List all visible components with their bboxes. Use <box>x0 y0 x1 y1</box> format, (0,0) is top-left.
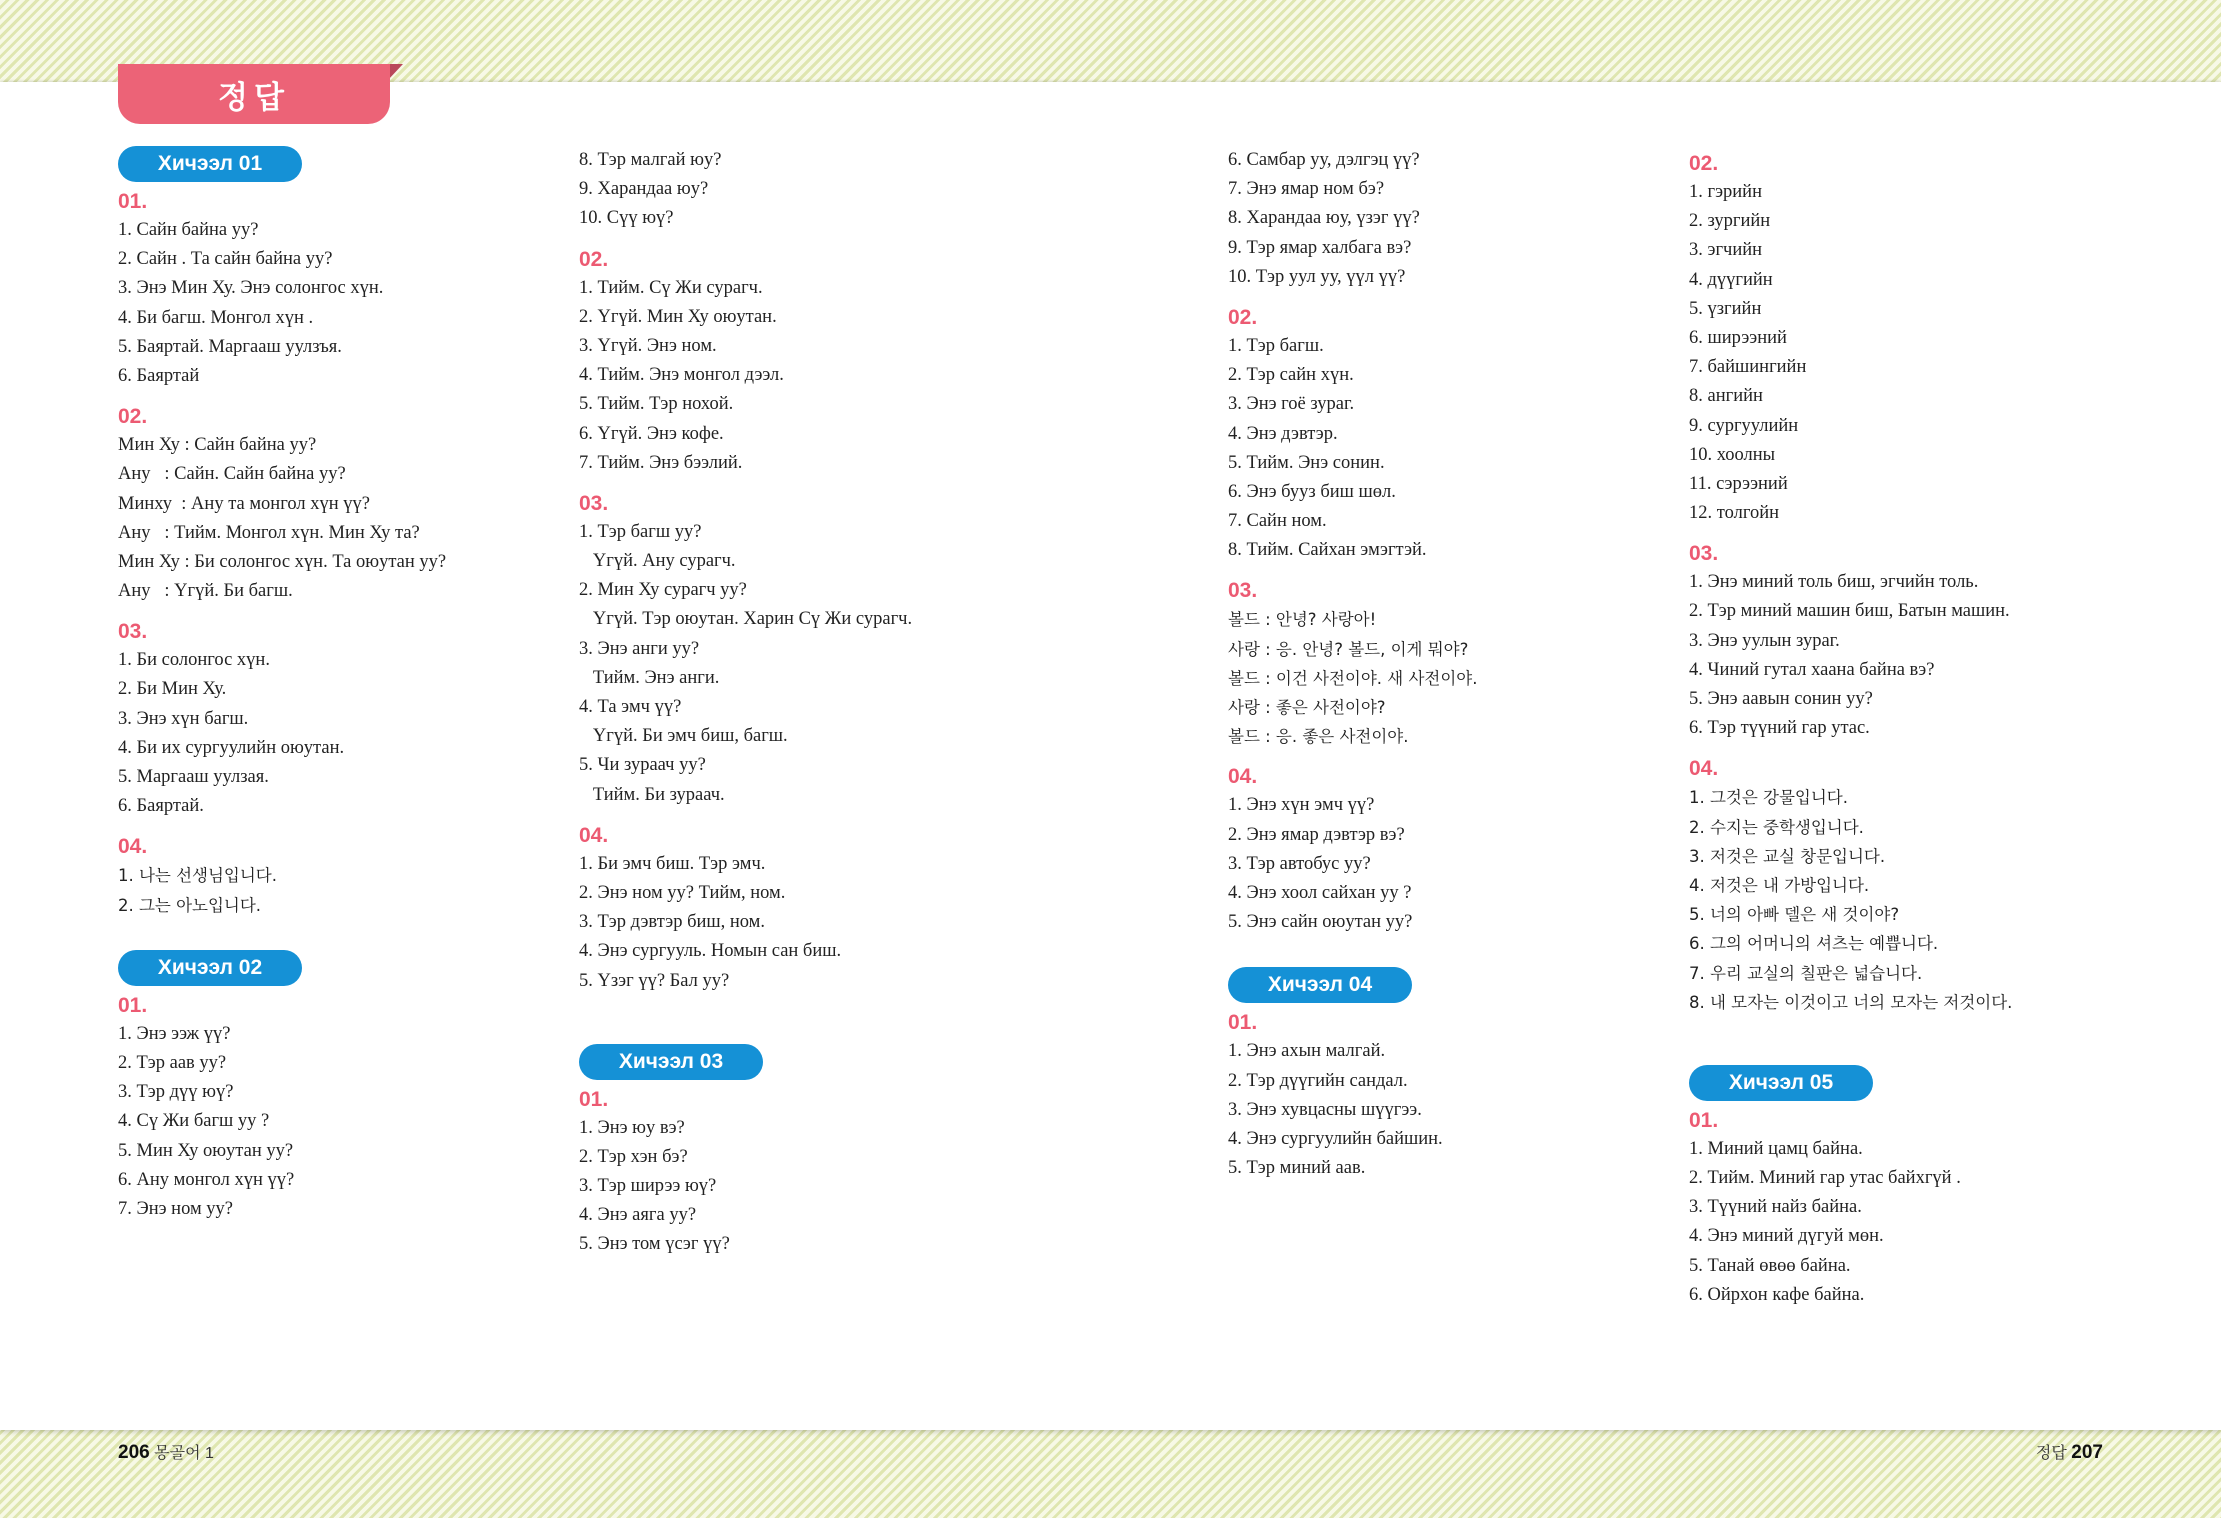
answer-line: Үгүй. Ану сурагч. <box>579 551 736 572</box>
answer-line: 3. Энэ хүн багш. <box>118 708 249 729</box>
answer-line: 3. Энэ уулын зураг. <box>1689 630 1840 651</box>
answer-line: 4. Сү Жи багш уу ? <box>118 1111 270 1132</box>
answer-line: 1. 그것은 강물입니다. <box>1689 788 1848 808</box>
answer-line: 7. байшингийн <box>1689 357 1807 378</box>
answer-line: 5. Чи зураач уу? <box>579 755 706 776</box>
answer-line: Мин Ху : Сайн байна уу? <box>118 435 317 456</box>
answer-line: 3. Тэр дүү юү? <box>118 1082 234 1103</box>
answer-line: Минху : Ану та монгол хүн үү? <box>118 493 370 514</box>
lesson-badge: Хичээл 01 <box>118 146 302 182</box>
lesson-badge: Хичээл 03 <box>579 1044 763 1080</box>
answer-line: 8. Харандаа юу, үзэг үү? <box>1228 208 1420 229</box>
answer-line: Мин Ху : Би солонгос хүн. Та оюутан уу? <box>118 551 447 572</box>
answer-column-3 <box>1228 146 1658 1183</box>
answer-line: 1. 나는 선생님입니다. <box>118 866 277 886</box>
exercise-number: 02. <box>1228 305 1258 329</box>
exercise-number: 04. <box>1689 757 1719 781</box>
answer-line: 2. Энэ ямар дэвтэр вэ? <box>1228 824 1405 845</box>
answer-line: 6. Самбар уу, дэлгэц үү? <box>1228 150 1420 170</box>
answer-line: 1. гэрийн <box>1689 182 1762 202</box>
exercise-number: 03. <box>118 620 148 644</box>
answer-line: 볼드 : 응. 좋은 사전이야. <box>1228 727 1409 747</box>
exercise-number: 01. <box>118 190 148 213</box>
answer-line: 6. Үгүй. Энэ кофе. <box>579 423 724 444</box>
section-title: 정답 <box>2035 1445 2067 1462</box>
answer-line: 4. Энэ хоол сайхан уу ? <box>1228 882 1412 903</box>
answer-line: 2. Тэр миний машин биш, Батын машин. <box>1689 601 2010 622</box>
answer-line: 2. 그는 아노입니다. <box>118 895 262 915</box>
answer-line: 5. Танай өвөө байна. <box>1689 1255 1851 1276</box>
answer-line: 1. Тэр багш уу? <box>579 521 702 542</box>
answer-line: 3. Тэр автобус уу? <box>1228 853 1371 874</box>
answer-line: 10. Сүү юү? <box>579 208 674 229</box>
answer-line: 1. Энэ миний толь биш, эгчийн толь. <box>1689 572 1979 593</box>
answer-line: 9. Харандаа юу? <box>579 179 709 200</box>
answer-line: 6. Энэ бууз биш шөл. <box>1228 481 1396 502</box>
answer-line: 6. Ану монгол хүн үү? <box>118 1169 295 1190</box>
answer-line: 사랑 : 좋은 사전이야? <box>1228 698 1386 717</box>
answer-line: 3. Тэр ширээ юү? <box>579 1176 717 1197</box>
exercise-number: 04. <box>1228 765 1258 789</box>
answer-line: 6. 그의 어머니의 셔츠는 예쁩니다. <box>1689 934 1939 954</box>
answer-line: 5. Тийм. Энэ сонин. <box>1228 452 1385 473</box>
answer-line: 5. Энэ аавын сонин уу? <box>1689 689 1873 709</box>
answer-line: 1. Энэ юу вэ? <box>579 1117 685 1138</box>
answer-line: 1. Энэ ээж үү? <box>118 1023 231 1044</box>
exercise-number: 01. <box>118 993 148 1017</box>
answer-line: Үгүй. Би эмч биш, багш. <box>579 726 788 747</box>
exercise-number: 03. <box>1689 542 1719 566</box>
answer-line: 3. Үгүй. Энэ ном. <box>579 335 717 356</box>
answer-line: 3. Энэ Мин Ху. Энэ солонгос хүн. <box>118 278 384 299</box>
answer-line: 4. Энэ миний дүгуй мөн. <box>1689 1226 1884 1247</box>
answer-line: 3. Түүний найз байна. <box>1689 1197 1862 1218</box>
answer-line: 2. Мин Ху сурагч уу? <box>579 580 747 601</box>
answer-line: 7. 우리 교실의 칠판은 넓습니다. <box>1689 963 1923 983</box>
answer-line: 2. Би Мин Ху. <box>118 679 227 700</box>
answer-line: 2. 수지는 중학생입니다. <box>1689 817 1864 837</box>
answer-line: 1. Энэ хүн эмч үү? <box>1228 795 1375 816</box>
answer-line: 5. Баяртай. Маргааш уулзъя. <box>118 336 342 357</box>
answer-line: 1. Би солонгос хүн. <box>118 650 270 671</box>
answer-line: 2. Үгүй. Мин Ху оюутан. <box>579 306 777 327</box>
lesson-header <box>118 146 548 184</box>
book-title: 몽골어 1 <box>154 1445 214 1462</box>
answer-line: 3. Энэ анги уу? <box>579 638 700 659</box>
exercise-number: 04. <box>579 823 609 847</box>
page-title: 정답 <box>118 64 390 124</box>
answer-line: 사랑 : 응. 안녕? 볼드, 이게 뭐야? <box>1228 639 1469 659</box>
exercise-number: 02. <box>1689 152 1719 175</box>
exercise-number: 02. <box>118 405 148 429</box>
answer-line: 3. эгчийн <box>1689 240 1763 261</box>
exercise-number: 01. <box>1689 1108 1719 1132</box>
answer-line: Үгүй. Тэр оюутан. Харин Сү Жи сурагч. <box>579 609 913 630</box>
answer-line: 6. Баяртай. <box>118 796 204 817</box>
answer-line: 8. 내 모자는 이것이고 너의 모자는 저것이다. <box>1689 992 2013 1012</box>
answer-line: 1. Тийм. Сү Жи сурагч. <box>579 277 763 298</box>
answer-line: 8. Тийм. Сайхан эмэгтэй. <box>1228 540 1427 561</box>
answer-line: 6. Баяртай <box>118 365 200 386</box>
answer-line: 4. Би их сургуулийн оюутан. <box>118 737 345 758</box>
answer-line: 4. Энэ дэвтэр. <box>1228 423 1338 444</box>
footer-right <box>2036 1440 2103 1464</box>
answer-line: 4. Энэ аяга уу? <box>579 1205 697 1226</box>
answer-line: 5. Маргааш уулзая. <box>118 767 269 787</box>
answer-line: 2. Тэр аав уу? <box>118 1052 227 1073</box>
answer-line: 5. Тийм. Тэр нохой. <box>579 394 734 415</box>
answer-line: 10. Тэр уул уу, үүл үү? <box>1228 266 1406 287</box>
exercise-number: 03. <box>1228 579 1258 603</box>
answer-line: Ану : Тийм. Монгол хүн. Мин Ху та? <box>118 522 420 543</box>
answer-line: 3. Энэ хувцасны шүүгээ. <box>1228 1099 1422 1120</box>
answer-line: 5. үзгийн <box>1689 298 1762 319</box>
answer-line: 7. Тийм. Энэ бээлий. <box>579 452 743 473</box>
answer-line: 5. 너의 아빠 델은 새 것이야? <box>1689 905 1900 925</box>
answer-line: 9. Тэр ямар халбага вэ? <box>1228 237 1412 258</box>
answer-line: 4. Тийм. Энэ монгол дээл. <box>579 365 784 386</box>
answer-line: 3. Тэр дэвтэр биш, ном. <box>579 912 766 933</box>
lesson-header <box>579 996 1009 1082</box>
answer-line: 3. Энэ гоё зураг. <box>1228 394 1355 415</box>
answer-line: 6. ширээний <box>1689 327 1787 348</box>
answer-line: 9. сургуулийн <box>1689 415 1799 436</box>
exercise-number: 04. <box>118 835 148 859</box>
answer-line: 2. Тэр дүүгийн сандал. <box>1228 1070 1408 1091</box>
answer-line: 4. Чиний гутал хаана байна вэ? <box>1689 659 1935 680</box>
answer-line: 2. Энэ ном уу? Тийм, ном. <box>579 882 786 903</box>
answer-line: 4. Би багш. Монгол хүн . <box>118 307 314 328</box>
answer-line: 볼드 : 이건 사전이야. 새 사전이야. <box>1228 668 1478 688</box>
answer-line: Тийм. Би зураач. <box>579 784 725 805</box>
exercise-number: 02. <box>579 247 609 271</box>
answer-line: Ану : Үгүй. Би багш. <box>118 581 293 602</box>
answer-line: Тийм. Энэ анги. <box>579 667 720 688</box>
answer-line: 5. Тэр миний аав. <box>1228 1158 1366 1179</box>
answer-line: 8. Тэр малгай юу? <box>579 150 722 170</box>
lesson-badge: Хичээл 04 <box>1228 967 1412 1003</box>
page-number-left: 206 <box>118 1442 150 1463</box>
exercise-number: 01. <box>1228 1011 1258 1035</box>
answer-line: 8. ангийн <box>1689 386 1763 407</box>
answer-line: 볼드 : 안녕? 사랑아! <box>1228 610 1377 630</box>
answer-line: 4. Энэ сургууль. Номын сан биш. <box>579 941 842 962</box>
page-number-right: 207 <box>2071 1442 2103 1463</box>
answer-line: 4. Энэ сургуулийн байшин. <box>1228 1128 1443 1149</box>
answer-line: 2. Тэр хэн бэ? <box>579 1146 688 1167</box>
answer-line: 1. Энэ ахын малгай. <box>1228 1041 1386 1062</box>
answer-line: 5. Мин Ху оюутан уу? <box>118 1140 294 1161</box>
answer-line: 2. Тэр сайн хүн. <box>1228 365 1354 386</box>
answer-line: 1. Тэр багш. <box>1228 335 1324 356</box>
answer-line: Ану : Сайн. Сайн байна уу? <box>118 464 346 485</box>
footer-left <box>118 1440 214 1464</box>
lesson-header <box>118 920 548 988</box>
answer-line: 3. 저것은 교실 창문입니다. <box>1689 846 1886 866</box>
answer-line: 10. хоолны <box>1689 444 1776 465</box>
lesson-header <box>1689 1017 2119 1103</box>
answer-line: 1. Сайн байна уу? <box>118 220 259 240</box>
answer-column-2 <box>579 146 1009 1260</box>
answer-line: 1. Миний цамц байна. <box>1689 1138 1863 1159</box>
answer-column-1 <box>118 146 548 1224</box>
answer-line: 5. Энэ сайн оюутан уу? <box>1228 912 1413 933</box>
lesson-header <box>1228 937 1658 1005</box>
answer-line: 6. Ойрхон кафе байна. <box>1689 1284 1865 1305</box>
answer-column-4 <box>1689 146 2119 1310</box>
answer-line: 2. Тийм. Миний гар утас байхгүй . <box>1689 1168 1961 1189</box>
lesson-badge: Хичээл 02 <box>118 950 302 986</box>
answer-line: 4. 저것은 내 가방입니다. <box>1689 875 1870 895</box>
exercise-number: 01. <box>579 1087 609 1111</box>
answer-line: 12. толгойн <box>1689 503 1780 524</box>
exercise-number: 03. <box>579 491 609 515</box>
answer-line: 7. Энэ ямар ном бэ? <box>1228 179 1385 200</box>
answer-line: 2. Сайн . Та сайн байна уу? <box>118 249 333 270</box>
answer-line: 5. Үзэг үү? Бал уу? <box>579 970 730 991</box>
answer-line: 11. сэрээний <box>1689 473 1788 494</box>
answer-line: 5. Энэ том үсэг үү? <box>579 1234 730 1255</box>
answer-line: 7. Сайн ном. <box>1228 511 1327 532</box>
answer-line: 4. Та эмч үү? <box>579 697 682 717</box>
answer-line: 7. Энэ ном уу? <box>118 1198 234 1219</box>
answer-line: 6. Тэр түүний гар утас. <box>1689 718 1870 739</box>
answer-line: 1. Би эмч биш. Тэр эмч. <box>579 853 766 874</box>
title-tab-fold <box>388 64 403 80</box>
answer-line: 2. зургийн <box>1689 211 1771 232</box>
lesson-badge: Хичээл 05 <box>1689 1065 1873 1101</box>
answer-line: 4. дүүгийн <box>1689 269 1773 290</box>
